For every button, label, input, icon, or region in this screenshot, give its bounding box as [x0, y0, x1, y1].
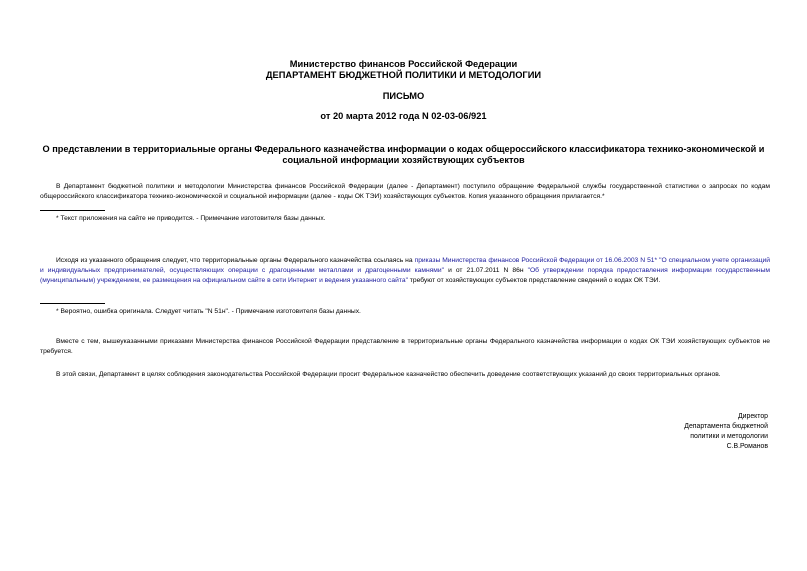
paragraph-2: [40, 256, 770, 286]
paragraph-1: В Департамент бюджетной политики и методологии Министерства финансов Российской Федерации (далее - Департамент) поступило обращение Федеральной службы государственной статистики о запросах по кодам общероссийского классификатора технико-экономической и социальной информации (далее - коды ОК ТЭИ) хозяйствующих субъектов. Копия указанного обращения прилагается.*: [40, 183, 770, 200]
ministry-name: Министерство финансов Российской Федерации: [289, 59, 518, 69]
paragraph-2-text-3: требуют от хозяйствующих субъектов представление сведений о кодах ОК ТЭИ.: [407, 277, 661, 284]
signature-department-2: политики и методологии: [690, 433, 768, 440]
signature-name: С.В.Романов: [726, 443, 768, 450]
footnote-divider-2: [40, 303, 105, 304]
footnote-2: * Вероятно, ошибка оригинала. Следует читать "N 51н". - Примечание изготовителя базы данных.: [56, 308, 361, 315]
signature-block: [684, 412, 768, 452]
department-name: ДЕПАРТАМЕНТ БЮДЖЕТНОЙ ПОЛИТИКИ И МЕТОДОЛОГИИ: [265, 70, 542, 80]
document-type: ПИСЬМО: [382, 91, 425, 101]
signature-title: Директор: [737, 413, 768, 420]
paragraph-2-text-1: Исходя из указанного обращения следует, что территориальные органы Федерального казначейства ссылаясь на: [56, 257, 415, 264]
paragraph-2-text-2: и от 21.07.2011 N 86н: [444, 267, 528, 274]
footnote-1: * Текст приложения на сайте не приводится. - Примечание изготовителя базы данных.: [56, 215, 326, 222]
paragraph-4: В этой связи, Департамент в целях соблюдения законодательства Российской Федерации просит Федеральное казначейство обеспечить доведение соответствующих указаний до своих территориальных органов.: [56, 371, 721, 378]
signature-department: Департамента бюджетной: [684, 423, 768, 430]
order-51-link[interactable]: приказы Министерства финансов Российской Федерации от 16.06.2003 N 51* "О специальном учете организаций и индивидуальных предпринимателей, осуществляющих операции с драгоценными металлами и драгоценными камнями": [40, 257, 770, 274]
order-86n-link[interactable]: "Об утверждении порядка предоставления информации государственным (муниципальным) учреждением, ее размещения на официальном сайте в сети Интернет и ведения указанного сайта": [40, 267, 770, 284]
document-date-number: от 20 марта 2012 года N 02-03-06/921: [320, 111, 487, 121]
document-subject: О представлении в территориальные органы Федерального казначейства информации о кодах общероссийского классификатора технико-экономической и социальной информации хозяйствующих субъектов: [42, 144, 765, 165]
footnote-divider-1: [40, 210, 105, 211]
paragraph-3: Вместе с тем, вышеуказанными приказами Министерства финансов Российской Федерации представление в территориальные органы Федерального казначейства информации о кодах ОК ТЭИ хозяйствующих субъектов не требуется.: [40, 338, 770, 355]
